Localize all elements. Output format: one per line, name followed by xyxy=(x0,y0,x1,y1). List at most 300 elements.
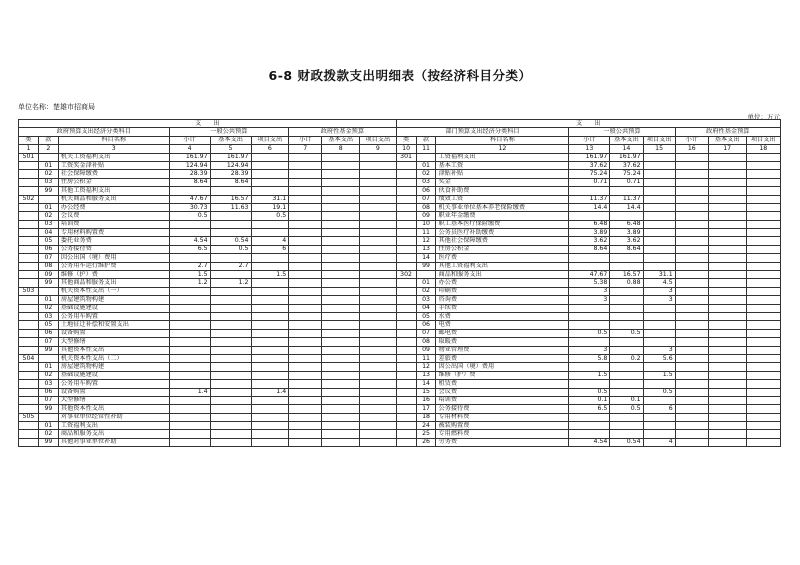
right-fund-subtotal-cell xyxy=(675,262,708,270)
right-subtotal-cell xyxy=(569,262,610,270)
left-lei-cell xyxy=(19,229,39,237)
left-fund-project-cell xyxy=(360,312,397,320)
left-project-expense-cell xyxy=(251,438,289,446)
column-number: 15 xyxy=(643,145,675,153)
project-header: 项目支出 xyxy=(746,136,781,144)
left-fund-project-cell xyxy=(360,195,397,203)
right-subtotal-cell: 8.64 xyxy=(569,245,610,253)
right-fund-project-cell xyxy=(746,363,781,371)
right-project-expense-cell xyxy=(643,262,675,270)
left-lei-cell xyxy=(19,422,39,430)
right-lei-cell xyxy=(396,321,416,329)
right-fund-subtotal-cell xyxy=(675,388,708,396)
right-subject-name-cell: 水费 xyxy=(436,312,569,320)
column-number: 10 xyxy=(396,145,416,153)
right-fund-subtotal-cell xyxy=(675,438,708,446)
table-row xyxy=(19,338,781,346)
right-subtotal-cell: 11.37 xyxy=(569,195,610,203)
left-basic-expense-cell xyxy=(210,363,251,371)
right-fund-basic-cell xyxy=(708,195,746,203)
right-fund-basic-cell xyxy=(708,287,746,295)
column-number: 12 xyxy=(436,145,569,153)
right-fund-project-cell xyxy=(746,212,781,220)
left-fund-project-cell xyxy=(360,245,397,253)
left-fund-basic-cell xyxy=(322,262,360,270)
left-basic-expense-cell: 28.39 xyxy=(210,170,251,178)
left-fund-basic-cell xyxy=(322,405,360,413)
left-subtotal-cell: 0.5 xyxy=(169,212,210,220)
left-subtotal-cell: 30.73 xyxy=(169,203,210,211)
left-kuan-cell: 03 xyxy=(38,312,58,320)
left-fund-subtotal-cell xyxy=(289,271,322,279)
right-kuan-cell: 16 xyxy=(416,396,436,404)
left-fund-project-cell xyxy=(360,413,397,421)
subtotal-header: 小计 xyxy=(289,136,322,144)
right-basic-expense-cell: 16.57 xyxy=(610,271,643,279)
left-lei-cell xyxy=(19,178,39,186)
left-kuan-cell: 99 xyxy=(38,279,58,287)
left-project-expense-cell xyxy=(251,413,289,421)
right-project-expense-cell xyxy=(643,312,675,320)
left-fund-project-cell xyxy=(360,321,397,329)
right-subtotal-cell: 3 xyxy=(569,346,610,354)
left-kuan-cell: 01 xyxy=(38,203,58,211)
right-project-expense-cell xyxy=(643,363,675,371)
left-basic-expense-cell xyxy=(210,413,251,421)
table-row xyxy=(19,271,781,279)
table-row xyxy=(19,380,781,388)
right-lei-cell xyxy=(396,363,416,371)
left-fund-project-cell xyxy=(360,329,397,337)
right-basic-expense-cell: 14.4 xyxy=(610,203,643,211)
kuan-header: 款 xyxy=(38,136,58,144)
right-kuan-cell: 04 xyxy=(416,304,436,312)
left-fund-subtotal-cell xyxy=(289,287,322,295)
right-lei-cell xyxy=(396,279,416,287)
right-basic-expense-cell xyxy=(610,287,643,295)
left-fund-basic-cell xyxy=(322,296,360,304)
left-project-expense-cell xyxy=(251,220,289,228)
left-fund-subtotal-cell xyxy=(289,237,322,245)
left-fund-subtotal-cell xyxy=(289,279,322,287)
left-kuan-cell xyxy=(38,413,58,421)
left-fund-project-cell xyxy=(360,187,397,195)
right-subtotal-cell xyxy=(569,187,610,195)
left-project-expense-cell xyxy=(251,296,289,304)
left-fund-subtotal-cell xyxy=(289,413,322,421)
right-subject-name-cell: 因公出国（境）费用 xyxy=(436,363,569,371)
right-subject-name-cell: 伙食补助费 xyxy=(436,187,569,195)
column-number: 14 xyxy=(610,145,643,153)
right-lei-cell: 301 xyxy=(396,153,416,161)
left-lei-cell xyxy=(19,262,39,270)
right-subtotal-cell xyxy=(569,254,610,262)
right-basic-expense-cell: 6.48 xyxy=(610,220,643,228)
left-fund-subtotal-cell xyxy=(289,195,322,203)
left-fund-subtotal-cell xyxy=(289,396,322,404)
right-subtotal-cell: 14.4 xyxy=(569,203,610,211)
left-kuan-cell: 06 xyxy=(38,388,58,396)
right-kuan-cell: 13 xyxy=(416,371,436,379)
left-fund-subtotal-cell xyxy=(289,438,322,446)
left-kuan-cell: 04 xyxy=(38,229,58,237)
right-subtotal-cell: 5.38 xyxy=(569,279,610,287)
left-subject-name-cell: 机关资本性支出（一） xyxy=(58,287,169,295)
right-project-expense-cell xyxy=(643,229,675,237)
right-basic-expense-cell xyxy=(610,312,643,320)
left-fund-basic-cell xyxy=(322,430,360,438)
right-subtotal-cell xyxy=(569,321,610,329)
right-basic-expense-cell: 8.64 xyxy=(610,245,643,253)
right-project-expense-cell: 5.6 xyxy=(643,354,675,362)
right-subject-name-cell: 其他社会保障缴费 xyxy=(436,237,569,245)
left-basic-expense-cell xyxy=(210,187,251,195)
right-fund-subtotal-cell xyxy=(675,279,708,287)
right-fund-basic-cell xyxy=(708,170,746,178)
left-basic-expense-cell xyxy=(210,212,251,220)
right-basic-expense-cell: 0.5 xyxy=(610,329,643,337)
right-fund-subtotal-cell xyxy=(675,321,708,329)
left-kuan-cell: 07 xyxy=(38,254,58,262)
right-fund-subtotal-cell xyxy=(675,287,708,295)
left-kuan-cell: 08 xyxy=(38,262,58,270)
right-basic-expense-cell: 3.89 xyxy=(610,229,643,237)
left-fund-project-cell xyxy=(360,388,397,396)
left-fund-project-cell xyxy=(360,405,397,413)
right-fund-basic-cell xyxy=(708,430,746,438)
left-fund-project-cell xyxy=(360,254,397,262)
left-fund-basic-cell xyxy=(322,212,360,220)
table-row xyxy=(19,229,781,237)
right-subject-name-cell: 手续费 xyxy=(436,304,569,312)
right-fund-project-cell xyxy=(746,245,781,253)
left-fund-subtotal-cell xyxy=(289,178,322,186)
left-subtotal-cell xyxy=(169,304,210,312)
left-subject-name-cell: 基础设施建设 xyxy=(58,304,169,312)
right-fund-basic-cell xyxy=(708,321,746,329)
right-subtotal-cell: 0.71 xyxy=(569,178,610,186)
left-basic-expense-cell xyxy=(210,422,251,430)
left-lei-cell xyxy=(19,388,39,396)
right-kuan-cell: 08 xyxy=(416,203,436,211)
table-row xyxy=(19,161,781,169)
right-lei-cell xyxy=(396,413,416,421)
right-project-expense-cell xyxy=(643,321,675,329)
left-fund-basic-cell xyxy=(322,245,360,253)
left-basic-expense-cell xyxy=(210,312,251,320)
left-kuan-cell: 07 xyxy=(38,338,58,346)
left-kuan-cell: 07 xyxy=(38,396,58,404)
left-lei-cell xyxy=(19,405,39,413)
left-project-expense-cell: 0.5 xyxy=(251,212,289,220)
left-lei-cell xyxy=(19,304,39,312)
left-lei-cell xyxy=(19,254,39,262)
left-lei-cell xyxy=(19,271,39,279)
left-subtotal-cell xyxy=(169,380,210,388)
right-fund-basic-cell xyxy=(708,380,746,388)
left-fund-project-cell xyxy=(360,237,397,245)
right-project-expense-cell: 3 xyxy=(643,296,675,304)
column-number: 3 xyxy=(58,145,169,153)
left-basic-expense-cell xyxy=(210,371,251,379)
right-basic-expense-cell: 161.97 xyxy=(610,153,643,161)
left-fund-subtotal-cell xyxy=(289,405,322,413)
right-subtotal-cell: 6.48 xyxy=(569,220,610,228)
table-row xyxy=(19,296,781,304)
right-subtotal-cell: 5.8 xyxy=(569,354,610,362)
right-fund-subtotal-cell xyxy=(675,430,708,438)
left-lei-cell xyxy=(19,187,39,195)
right-fund-basic-cell xyxy=(708,396,746,404)
left-fund-subtotal-cell xyxy=(289,321,322,329)
right-subtotal-cell: 1.5 xyxy=(569,371,610,379)
right-subtotal-cell xyxy=(569,212,610,220)
right-fund-project-cell xyxy=(746,346,781,354)
right-basic-expense-cell xyxy=(610,413,643,421)
left-fund-subtotal-cell xyxy=(289,354,322,362)
right-fund-project-cell xyxy=(746,422,781,430)
left-project-expense-cell xyxy=(251,161,289,169)
right-basic-expense-cell xyxy=(610,262,643,270)
left-subject-name-cell: 机关工资福利支出 xyxy=(58,153,169,161)
right-fund-subtotal-cell xyxy=(675,161,708,169)
left-basic-expense-cell xyxy=(210,354,251,362)
left-lei-cell xyxy=(19,438,39,446)
right-project-expense-cell xyxy=(643,212,675,220)
right-basic-expense-cell: 0.54 xyxy=(610,438,643,446)
left-basic-expense-cell xyxy=(210,388,251,396)
right-fund-basic-cell xyxy=(708,229,746,237)
right-fund-subtotal-cell xyxy=(675,229,708,237)
right-project-expense-cell xyxy=(643,245,675,253)
right-fund-basic-cell xyxy=(708,161,746,169)
right-kuan-cell: 05 xyxy=(416,312,436,320)
right-fund-subtotal-cell xyxy=(675,296,708,304)
left-fund-project-cell xyxy=(360,153,397,161)
right-fund-project-cell xyxy=(746,170,781,178)
dept-class-header: 部门预算支出经济分类科目 xyxy=(396,128,569,136)
left-kuan-cell: 01 xyxy=(38,161,58,169)
right-lei-cell xyxy=(396,220,416,228)
right-fund-project-cell xyxy=(746,321,781,329)
right-basic-expense-cell xyxy=(610,430,643,438)
right-lei-cell xyxy=(396,312,416,320)
left-kuan-cell: 06 xyxy=(38,329,58,337)
left-subject-name-cell: 维修（护）费 xyxy=(58,271,169,279)
left-fund-project-cell xyxy=(360,438,397,446)
right-subject-name-cell: 专用材料费 xyxy=(436,413,569,421)
left-subject-name-cell: 机关资本性支出（二） xyxy=(58,354,169,362)
right-fund-project-cell xyxy=(746,380,781,388)
left-fund-subtotal-cell xyxy=(289,212,322,220)
left-project-expense-cell xyxy=(251,363,289,371)
right-fund-subtotal-cell xyxy=(675,212,708,220)
right-kuan-cell: 25 xyxy=(416,430,436,438)
left-subtotal-cell xyxy=(169,363,210,371)
right-fund-project-cell xyxy=(746,329,781,337)
left-lei-cell xyxy=(19,396,39,404)
right-subtotal-cell: 3.62 xyxy=(569,237,610,245)
right-fund-project-cell xyxy=(746,354,781,362)
right-subject-name-cell: 公务员医疗补助缴费 xyxy=(436,229,569,237)
gov-fund-header-left: 政府性基金预算 xyxy=(289,128,396,136)
left-basic-expense-cell: 161.97 xyxy=(210,153,251,161)
right-fund-project-cell xyxy=(746,237,781,245)
right-fund-project-cell xyxy=(746,388,781,396)
right-project-expense-cell xyxy=(643,329,675,337)
right-fund-subtotal-cell xyxy=(675,329,708,337)
left-basic-expense-cell xyxy=(210,271,251,279)
right-lei-cell xyxy=(396,237,416,245)
right-fund-basic-cell xyxy=(708,271,746,279)
column-number: 5 xyxy=(210,145,251,153)
right-subtotal-cell: 0.5 xyxy=(569,388,610,396)
left-fund-basic-cell xyxy=(322,438,360,446)
table-row xyxy=(19,321,781,329)
left-fund-subtotal-cell xyxy=(289,388,322,396)
right-fund-subtotal-cell xyxy=(675,422,708,430)
left-project-expense-cell xyxy=(251,170,289,178)
left-fund-basic-cell xyxy=(322,195,360,203)
left-project-expense-cell xyxy=(251,329,289,337)
right-kuan-cell: 09 xyxy=(416,212,436,220)
left-fund-basic-cell xyxy=(322,396,360,404)
left-fund-basic-cell xyxy=(322,329,360,337)
column-number: 7 xyxy=(289,145,322,153)
right-subtotal-cell: 6.5 xyxy=(569,405,610,413)
left-fund-subtotal-cell xyxy=(289,338,322,346)
left-basic-expense-cell xyxy=(210,338,251,346)
right-subtotal-cell: 3.89 xyxy=(569,229,610,237)
left-project-expense-cell xyxy=(251,338,289,346)
left-fund-basic-cell xyxy=(322,161,360,169)
left-subtotal-cell xyxy=(169,346,210,354)
left-fund-project-cell xyxy=(360,279,397,287)
right-kuan-cell: 01 xyxy=(416,279,436,287)
left-lei-cell xyxy=(19,363,39,371)
lei-header: 类 xyxy=(396,136,416,144)
right-lei-cell xyxy=(396,287,416,295)
right-subtotal-cell: 0.1 xyxy=(569,396,610,404)
left-fund-subtotal-cell xyxy=(289,187,322,195)
right-fund-subtotal-cell xyxy=(675,354,708,362)
right-lei-cell xyxy=(396,245,416,253)
right-subject-name-cell: 印刷费 xyxy=(436,287,569,295)
subject-name-header: 科目名称 xyxy=(58,136,169,144)
right-fund-subtotal-cell xyxy=(675,405,708,413)
left-fund-project-cell xyxy=(360,220,397,228)
right-subject-name-cell: 绩效工资 xyxy=(436,195,569,203)
left-fund-basic-cell xyxy=(322,279,360,287)
left-fund-subtotal-cell xyxy=(289,380,322,388)
right-lei-cell xyxy=(396,329,416,337)
right-basic-expense-cell: 0.71 xyxy=(610,178,643,186)
right-kuan-cell xyxy=(416,271,436,279)
left-subject-name-cell: 大型修缮 xyxy=(58,338,169,346)
right-fund-basic-cell xyxy=(708,346,746,354)
right-lei-cell xyxy=(396,380,416,388)
right-subject-name-cell: 工资福利支出 xyxy=(436,153,569,161)
left-kuan-cell: 03 xyxy=(38,220,58,228)
left-lei-cell xyxy=(19,346,39,354)
right-subtotal-cell xyxy=(569,312,610,320)
left-lei-cell xyxy=(19,430,39,438)
left-subject-name-cell: 社会保障缴费 xyxy=(58,170,169,178)
right-kuan-cell: 03 xyxy=(416,296,436,304)
column-number: 6 xyxy=(251,145,289,153)
right-basic-expense-cell xyxy=(610,422,643,430)
right-project-expense-cell xyxy=(643,220,675,228)
left-kuan-cell: 02 xyxy=(38,430,58,438)
right-lei-cell xyxy=(396,262,416,270)
right-kuan-cell xyxy=(416,153,436,161)
right-subtotal-cell xyxy=(569,430,610,438)
right-fund-basic-cell xyxy=(708,329,746,337)
left-subtotal-cell: 2.7 xyxy=(169,262,210,270)
right-project-expense-cell: 0.5 xyxy=(643,388,675,396)
left-subject-name-cell: 其他对事业单位补助 xyxy=(58,438,169,446)
left-fund-subtotal-cell xyxy=(289,304,322,312)
left-project-expense-cell: 31.1 xyxy=(251,195,289,203)
left-fund-project-cell xyxy=(360,371,397,379)
left-subtotal-cell xyxy=(169,413,210,421)
basic-header: 基本支出 xyxy=(210,136,251,144)
left-group-header: 支 出 xyxy=(19,120,397,128)
right-basic-expense-cell: 11.37 xyxy=(610,195,643,203)
right-subject-name-cell: 会议费 xyxy=(436,388,569,396)
left-lei-cell: 502 xyxy=(19,195,39,203)
right-fund-project-cell xyxy=(746,413,781,421)
right-fund-basic-cell xyxy=(708,212,746,220)
right-subject-name-cell: 邮电费 xyxy=(436,329,569,337)
right-subject-name-cell: 津贴补贴 xyxy=(436,170,569,178)
left-subject-name-cell: 工资奖金津补贴 xyxy=(58,161,169,169)
column-number: 13 xyxy=(569,145,610,153)
left-fund-subtotal-cell xyxy=(289,346,322,354)
left-lei-cell xyxy=(19,220,39,228)
column-number: 2 xyxy=(38,145,58,153)
right-fund-basic-cell xyxy=(708,388,746,396)
right-subtotal-cell: 3 xyxy=(569,296,610,304)
table-row xyxy=(19,220,781,228)
left-project-expense-cell: 1.4 xyxy=(251,388,289,396)
left-kuan-cell xyxy=(38,287,58,295)
right-subject-name-cell: 商品和服务支出 xyxy=(436,271,569,279)
left-subtotal-cell xyxy=(169,321,210,329)
left-fund-basic-cell xyxy=(322,321,360,329)
left-basic-expense-cell xyxy=(210,287,251,295)
left-project-expense-cell xyxy=(251,346,289,354)
right-kuan-cell: 02 xyxy=(416,170,436,178)
left-subject-name-cell: 其他资本性支出 xyxy=(58,346,169,354)
left-fund-project-cell xyxy=(360,354,397,362)
right-subject-name-cell: 劳务费 xyxy=(436,438,569,446)
right-project-expense-cell xyxy=(643,170,675,178)
left-subtotal-cell xyxy=(169,422,210,430)
table-row xyxy=(19,312,781,320)
right-fund-basic-cell xyxy=(708,296,746,304)
right-subject-name-cell: 职业年金缴费 xyxy=(436,212,569,220)
left-subject-name-cell: 其他商品和服务支出 xyxy=(58,279,169,287)
left-fund-project-cell xyxy=(360,262,397,270)
right-fund-project-cell xyxy=(746,220,781,228)
right-kuan-cell: 99 xyxy=(416,262,436,270)
left-subject-name-cell: 其他资本性支出 xyxy=(58,405,169,413)
right-lei-cell xyxy=(396,254,416,262)
left-lei-cell: 504 xyxy=(19,354,39,362)
left-subject-name-cell: 其他工资福利支出 xyxy=(58,187,169,195)
right-fund-basic-cell xyxy=(708,279,746,287)
